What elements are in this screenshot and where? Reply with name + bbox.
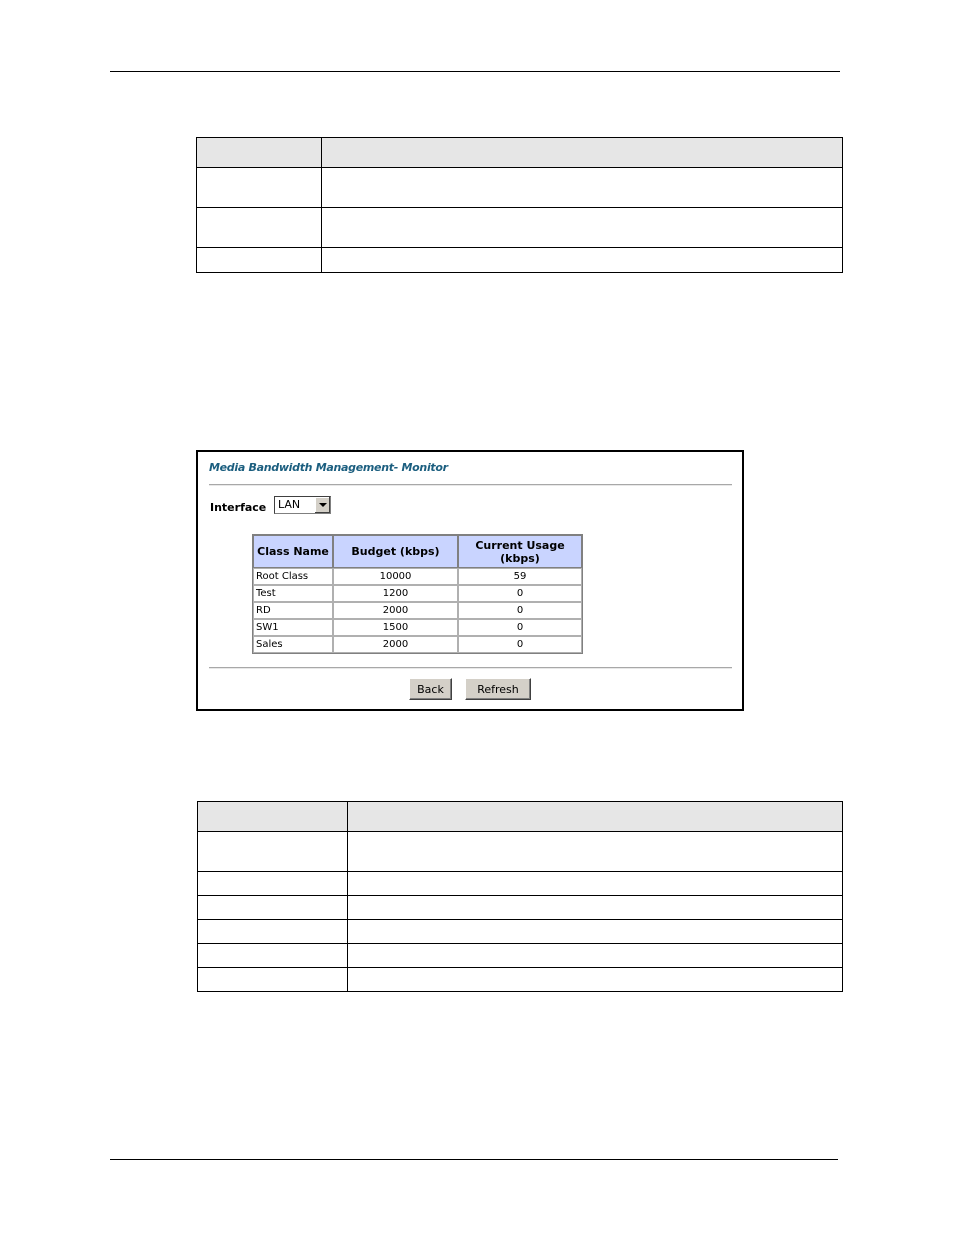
column-header-budget: Budget (kbps) (333, 535, 458, 568)
budget-cell: 2000 (333, 636, 458, 653)
budget-cell: 1500 (333, 619, 458, 636)
usage-cell: 0 (458, 602, 582, 619)
table-header-row (197, 138, 843, 168)
usage-cell: 59 (458, 568, 582, 585)
bottom-description-table (197, 801, 843, 992)
class-name-cell: RD (253, 602, 333, 619)
bandwidth-monitor-panel (196, 450, 744, 711)
budget-cell: 10000 (333, 568, 458, 585)
back-button[interactable]: Back (409, 678, 452, 700)
class-name-cell: Sales (253, 636, 333, 653)
page-footer-rule (110, 1159, 838, 1160)
panel-title: Media Bandwidth Management- Monitor (209, 461, 448, 474)
table-row (198, 872, 843, 896)
budget-cell: 1200 (333, 585, 458, 602)
table-header-row (198, 802, 843, 832)
table-row (197, 248, 843, 273)
table-row (198, 920, 843, 944)
class-name-cell: Root Class (253, 568, 333, 585)
table-row (253, 636, 582, 653)
table-row (198, 944, 843, 968)
interface-select-value: LAN (278, 498, 301, 511)
refresh-button[interactable]: Refresh (465, 678, 531, 700)
table-row (197, 208, 843, 248)
budget-cell: 2000 (333, 602, 458, 619)
panel-divider-top (209, 484, 732, 486)
usage-cell: 0 (458, 585, 582, 602)
table-row (198, 968, 843, 992)
class-name-cell: SW1 (253, 619, 333, 636)
monitor-header-row (253, 535, 582, 568)
column-header-current-usage: Current Usage (kbps) (458, 535, 582, 568)
table-row (198, 896, 843, 920)
column-header-class-name: Class Name (253, 535, 333, 568)
top-description-table (196, 137, 843, 273)
page-header-rule (110, 71, 840, 72)
monitor-table (252, 534, 583, 654)
class-name-cell: Test (253, 585, 333, 602)
chevron-down-icon[interactable] (314, 497, 330, 513)
table-row (253, 568, 582, 585)
table-row (253, 619, 582, 636)
table-row (253, 602, 582, 619)
table-row (197, 168, 843, 208)
usage-cell: 0 (458, 636, 582, 653)
table-row (253, 585, 582, 602)
interface-label: Interface (210, 501, 267, 514)
panel-divider-bottom (209, 667, 732, 669)
usage-cell: 0 (458, 619, 582, 636)
table-row (198, 832, 843, 872)
interface-select[interactable] (274, 496, 331, 514)
